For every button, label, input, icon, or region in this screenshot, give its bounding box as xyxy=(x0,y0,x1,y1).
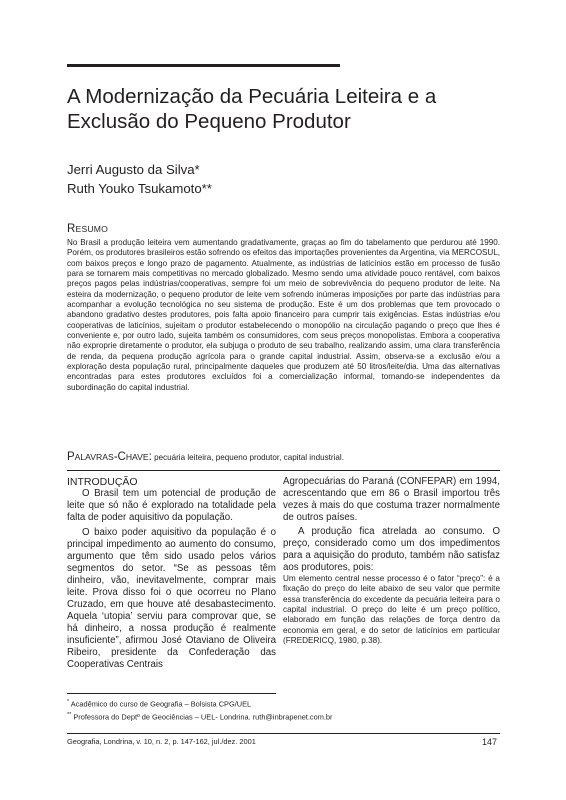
keywords xyxy=(67,451,500,463)
intro-paragraph-2: O baixo poder aquisitivo da população é o principal impedimento ao aumento do consumo, argumento que têm sido usado pelos vários segmentos do setor. “Se as pessoas têm dinheiro, vão, inevitavelmente, comprar mais leite. Prova disso foi o que ocorreu no Plano Cruzado, em que houve até desabastecimento. Aquela ‘utopia’ serviu para comprovar que, se há dinheiro, a nossa produção é realmente insuficiente”, afirmou José Otaviano de Oliveira Ribeiro, presidente da Confederação das Cooperativas Centrais xyxy=(67,527,276,670)
column-left xyxy=(67,476,276,671)
abstract-heading-initial: R xyxy=(67,223,76,235)
keywords-text: pecuária leiteira, pequeno produtor, capital industrial. xyxy=(154,453,344,462)
author-2: Ruth Youko Tsukamoto** xyxy=(67,180,212,196)
footnote-1: * Acadêmico do curso de Geografia – Bolsista CPG/UEL xyxy=(67,699,252,709)
block-quote: Um elemento central nesse processo é o fator “preço”: é a fixação do preço do leite abaixo de seu valor que permite essa transferência do excedente da pecuária leiteira para o capital industrial. O preço do leite é um preço político, elaborado em função das relações de força dentro da economia em geral, e do setor de laticínios em particular (FREDERICQ, 1980, p.38). xyxy=(283,574,500,646)
column-right xyxy=(283,476,500,646)
abstract-body: No Brasil a produção leiteira vem aumentando gradativamente, graças ao fim do tabelamento que perdurou até 1990. Porém, os produtores brasileiros estão sofrendo os efeitos das importações provenientes da Argentina, via MERCOSUL, com baixos preços e longo prazo de pagamento. Atualmente, as indústrias de laticínios estão em processo de fusão para se tornarem mais competitivas no mercado globalizado. Mesmo sendo uma atividade pouco rentável, com baixos preços pagos pelas indústrias/cooperativas, sempre foi um meio de sobrevivência do pequeno produtor de leite. Na esteira da modernização, o pequeno produtor de leite vem sofrendo inúmeras imposições por parte das indústrias para acompanhar a evolução tecnológica no seu sistema de produção. Este é um dos problemas que tem provocado o abandono gradativo destes produtores, pois falta apoio financeiro para cumprir tais exigências. Estas indústrias e/ou cooperativas de laticínios, sujeitam o produtor estabelecendo o monopólio na circulação pagando o preço que lhes é conveniente e, por outro lado, sujeita também os consumidores, com seus preços monopolistas. Embora a cooperativa não exproprie diretamente o produtor, ela subjuga o produto de seu trabalho, realizando assim, uma clara transferência de renda, da pequena produção agrícola para o grande capital industrial. Assim, observa-se a exclusão e/ou a exploração desta população rural, principalmente daqueles que produzem até 50 litros/leite/dia. Uma das alternativas encontradas para estes produtores excluídos foi a comercialização informal, tornando-se independentes da subordinação do capital industrial. xyxy=(67,238,500,392)
top-rule xyxy=(67,64,340,67)
intro-paragraph-3: A produção fica atrelada ao consumo. O preço, considerado como um dos impedimentos para a aquisição do produto, também não satisfaz aos produtores, pois: xyxy=(283,526,500,573)
abstract-heading xyxy=(67,223,108,235)
footnote-2: ** Professora do Deptº de Geociências – UEL- Londrina. ruth@inbrapenet.com.br xyxy=(67,711,333,722)
keywords-label: PALAVRAS-CHAVE: xyxy=(67,451,152,463)
abstract-heading-rest: ESUMO xyxy=(75,224,109,234)
footnotes xyxy=(67,697,333,723)
keywords-divider xyxy=(67,470,500,471)
footer-divider xyxy=(67,733,500,734)
intro-paragraph-2-continued: Agropecuárias do Paraná (CONFEPAR) em 1994, acrescentando que em 86 o Brasil importou três vezes à mais do que costuma trazer normalmente de outros países. xyxy=(283,476,500,523)
footnote-divider xyxy=(67,693,276,694)
article-title: A Modernização da Pecuária Leiteira e a Exclusão do Pequeno Produtor xyxy=(67,85,437,133)
authors xyxy=(67,161,212,198)
section-heading-introduction: INTRODUÇÃO xyxy=(67,476,138,488)
author-1: Jerri Augusto da Silva* xyxy=(67,162,200,177)
page-number: 147 xyxy=(482,737,498,747)
journal-citation: Geografia, Londrina, v. 10, n. 2, p. 147-162, jul./dez. 2001 xyxy=(67,737,256,746)
intro-paragraph-1: O Brasil tem um potencial de produção de leite que só não é explorado na totalidade pela falta de poder aquisitivo da população. xyxy=(67,488,276,523)
